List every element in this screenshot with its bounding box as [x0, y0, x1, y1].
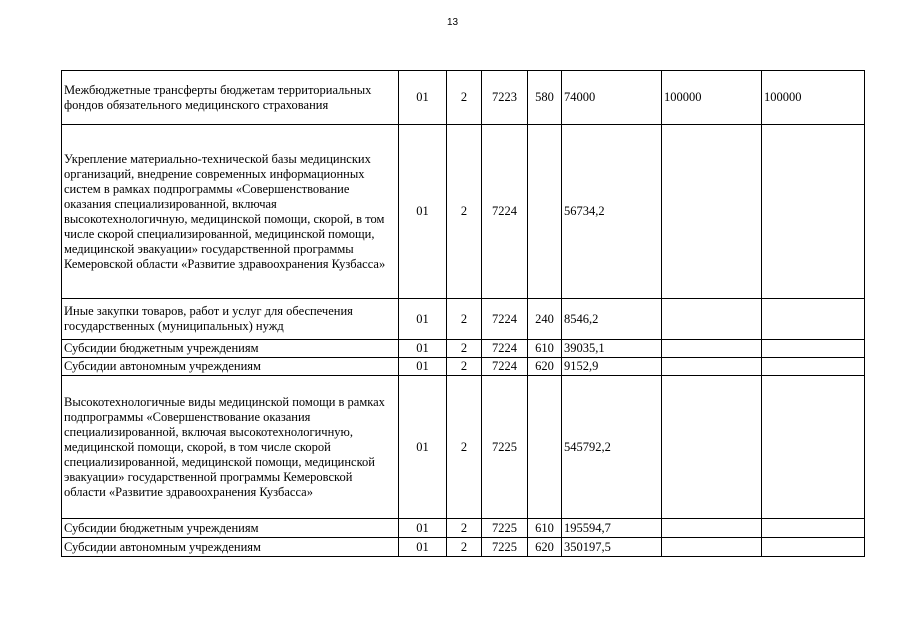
row-name: Укрепление материально-технической базы медицинских организаций, внедрение современных информационных систем в рамках подпрограммы «Совершенствование оказания специализированной, включая высокотехнологичную, медицинской помощи, скорой, в том числе скорой специализированной, медицинской помощи, медицинской эвакуации» государственной программы Кемеровской области «Развитие здравоохранения Кузбасса»: [62, 125, 399, 299]
table-row: [62, 358, 865, 376]
amount-year-1: 545792,2: [562, 376, 662, 519]
code-direction: 7225: [482, 376, 528, 519]
amount-year-2: [662, 376, 762, 519]
code-section: 01: [399, 358, 447, 376]
amount-year-2: [662, 538, 762, 557]
code-expense-type: 580: [528, 71, 562, 125]
code-expense-type: 610: [528, 340, 562, 358]
code-section: 01: [399, 125, 447, 299]
code-direction: 7224: [482, 358, 528, 376]
code-subprogram: 2: [447, 125, 482, 299]
code-direction: 7224: [482, 340, 528, 358]
code-expense-type: [528, 125, 562, 299]
amount-year-1: 39035,1: [562, 340, 662, 358]
code-subprogram: 2: [447, 519, 482, 538]
code-direction: 7224: [482, 299, 528, 340]
amount-year-3: [762, 340, 865, 358]
table-row: [62, 71, 865, 125]
table-row: [62, 299, 865, 340]
page-number: 13: [446, 17, 459, 28]
code-section: 01: [399, 340, 447, 358]
code-expense-type: 610: [528, 519, 562, 538]
table-row: [62, 376, 865, 519]
amount-year-2: 100000: [662, 71, 762, 125]
row-name: Высокотехнологичные виды медицинской помощи в рамках подпрограммы «Совершенствование оказания специализированной, включая высокотехнологичную, медицинской помощи, скорой, в том числе скорой специализированной, медицинской помощи, медицинской эвакуации» государственной программы Кемеровской области «Развитие здравоохранения Кузбасса»: [62, 376, 399, 519]
code-subprogram: 2: [447, 538, 482, 557]
code-subprogram: 2: [447, 358, 482, 376]
code-subprogram: 2: [447, 340, 482, 358]
code-direction: 7225: [482, 538, 528, 557]
table-row: [62, 519, 865, 538]
amount-year-3: [762, 299, 865, 340]
code-subprogram: 2: [447, 376, 482, 519]
row-name: Субсидии бюджетным учреждениям: [62, 340, 399, 358]
amount-year-2: [662, 299, 762, 340]
amount-year-1: 350197,5: [562, 538, 662, 557]
code-expense-type: [528, 376, 562, 519]
amount-year-3: [762, 358, 865, 376]
code-subprogram: 2: [447, 71, 482, 125]
amount-year-3: [762, 125, 865, 299]
amount-year-2: [662, 358, 762, 376]
budget-table: [61, 70, 865, 557]
code-direction: 7225: [482, 519, 528, 538]
row-name: Субсидии бюджетным учреждениям: [62, 519, 399, 538]
table-row: [62, 538, 865, 557]
amount-year-1: 56734,2: [562, 125, 662, 299]
amount-year-3: 100000: [762, 71, 865, 125]
table-row: [62, 125, 865, 299]
code-direction: 7224: [482, 125, 528, 299]
code-section: 01: [399, 519, 447, 538]
code-section: 01: [399, 538, 447, 557]
amount-year-1: 195594,7: [562, 519, 662, 538]
code-section: 01: [399, 299, 447, 340]
amount-year-3: [762, 519, 865, 538]
amount-year-2: [662, 340, 762, 358]
code-section: 01: [399, 376, 447, 519]
row-name: Субсидии автономным учреждениям: [62, 358, 399, 376]
row-name: Субсидии автономным учреждениям: [62, 538, 399, 557]
row-name: Межбюджетные трансферты бюджетам территориальных фондов обязательного медицинского страхования: [62, 71, 399, 125]
code-subprogram: 2: [447, 299, 482, 340]
amount-year-3: [762, 538, 865, 557]
code-expense-type: 620: [528, 538, 562, 557]
amount-year-1: 8546,2: [562, 299, 662, 340]
code-expense-type: 620: [528, 358, 562, 376]
amount-year-1: 74000: [562, 71, 662, 125]
code-expense-type: 240: [528, 299, 562, 340]
amount-year-3: [762, 376, 865, 519]
table-row: [62, 340, 865, 358]
code-section: 01: [399, 71, 447, 125]
amount-year-2: [662, 125, 762, 299]
code-direction: 7223: [482, 71, 528, 125]
row-name: Иные закупки товаров, работ и услуг для обеспечения государственных (муниципальных) нужд: [62, 299, 399, 340]
amount-year-1: 9152,9: [562, 358, 662, 376]
amount-year-2: [662, 519, 762, 538]
